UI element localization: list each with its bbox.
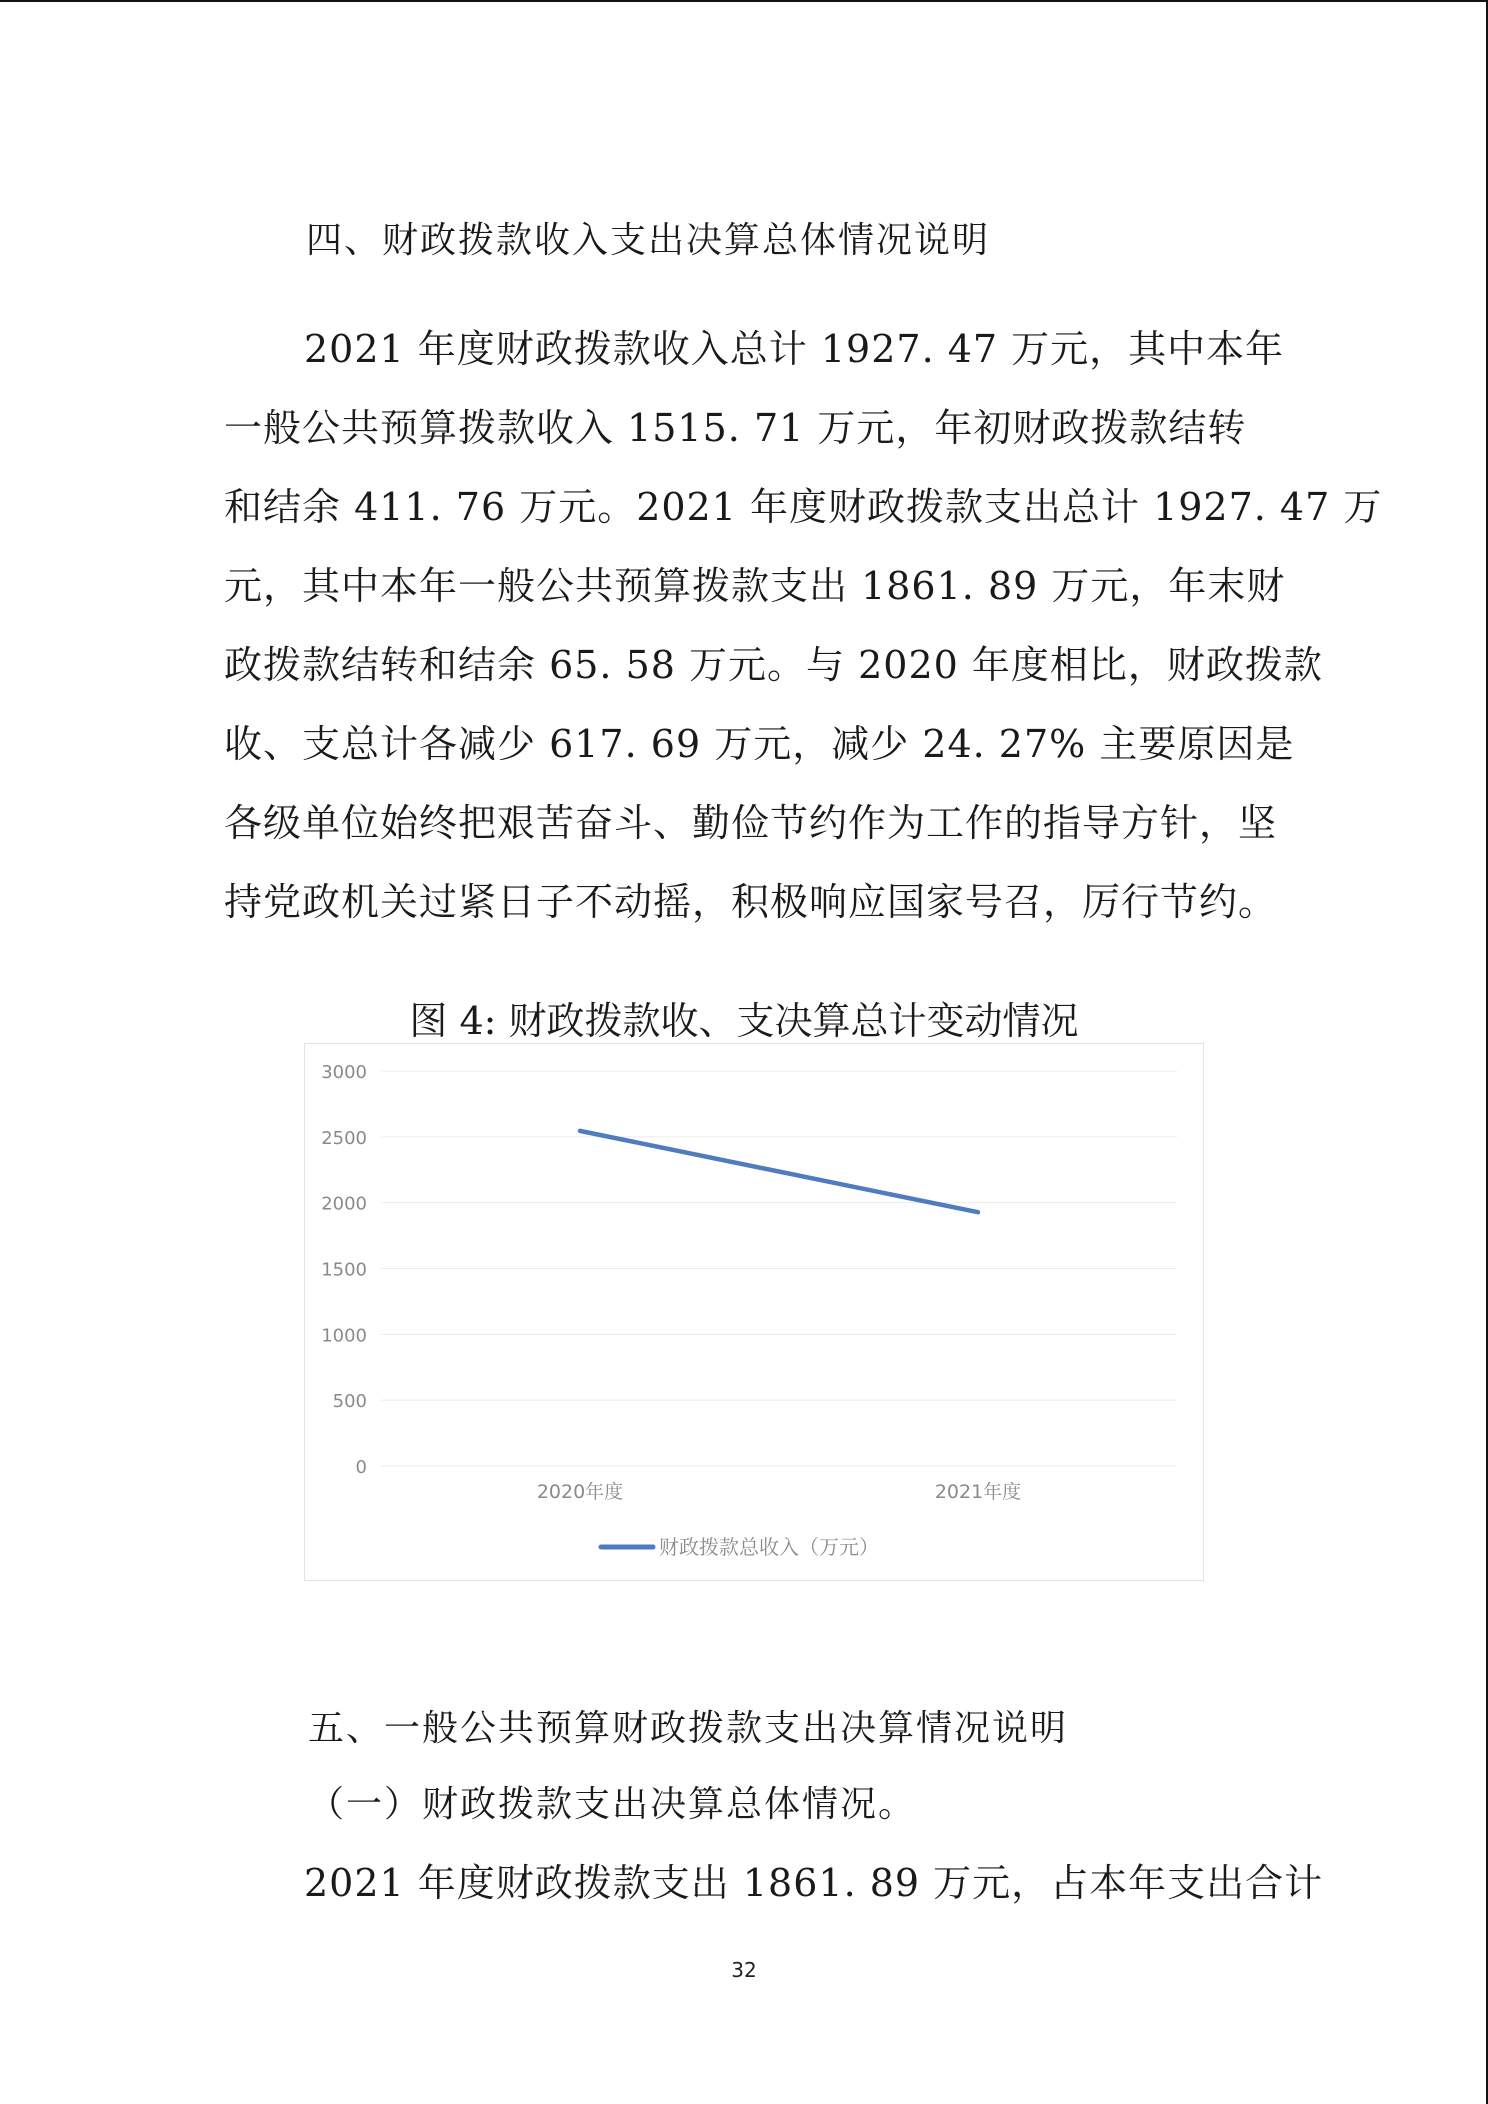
- paragraph-line: 持党政机关过紧日子不动摇，积极响应国家号召，厉行节约。: [224, 880, 1278, 924]
- data-point: [578, 1129, 582, 1133]
- paragraph-line: 2021 年度财政拨款收入总计 1927. 47 万元，其中本年: [304, 327, 1285, 371]
- data-point: [976, 1210, 980, 1214]
- paragraph-line: 元，其中本年一般公共预算拨款支出 1861. 89 万元，年末财: [224, 564, 1286, 608]
- page-number: 32: [731, 1958, 757, 1982]
- y-tick-label: 1000: [321, 1325, 367, 1347]
- paragraph-line: 各级单位始终把艰苦奋斗、勤俭节约作为工作的指导方针，坚: [224, 801, 1278, 845]
- series-line: [580, 1131, 978, 1212]
- paragraph-line: 收、支总计各减少 617. 69 万元，减少 24. 27% 主要原因是: [224, 722, 1295, 766]
- x-tick-label: 2020年度: [536, 1481, 624, 1503]
- section5-heading: 五、一般公共预算财政拨款支出决算情况说明: [308, 1708, 1069, 1749]
- paragraph-line: 和结余 411. 76 万元。2021 年度财政拨款支出总计 1927. 47 万: [224, 485, 1383, 529]
- paragraph-line: 一般公共预算拨款收入 1515. 71 万元，年初财政拨款结转: [224, 406, 1247, 450]
- y-tick-label: 2500: [321, 1127, 367, 1149]
- page-border-top: [0, 0, 1488, 2]
- y-tick-label: 0: [355, 1457, 367, 1478]
- y-tick-label: 2000: [321, 1193, 367, 1215]
- section4-heading: 四、财政拨款收入支出决算总体情况说明: [306, 220, 991, 261]
- section4-paragraph: [224, 310, 1383, 942]
- chart-canvas: [305, 1044, 1205, 1582]
- y-tick-label: 3000: [321, 1062, 367, 1083]
- section5-line: 2021 年度财政拨款支出 1861. 89 万元，占本年支出合计: [304, 1861, 1324, 1905]
- y-tick-label: 1500: [321, 1259, 367, 1281]
- y-tick-label: 500: [332, 1391, 367, 1413]
- legend-label: 财政拨款总收入（万元）: [659, 1535, 879, 1559]
- section5-subheading: （一）财政拨款支出决算总体情况。: [308, 1784, 917, 1825]
- x-tick-label: 2021年度: [934, 1481, 1022, 1503]
- paragraph-line: 政拨款结转和结余 65. 58 万元。与 2020 年度相比，财政拨款: [224, 643, 1323, 687]
- figure-title: 图 4: 财政拨款收、支决算总计变动情况: [409, 999, 1079, 1043]
- line-chart: [304, 1043, 1204, 1581]
